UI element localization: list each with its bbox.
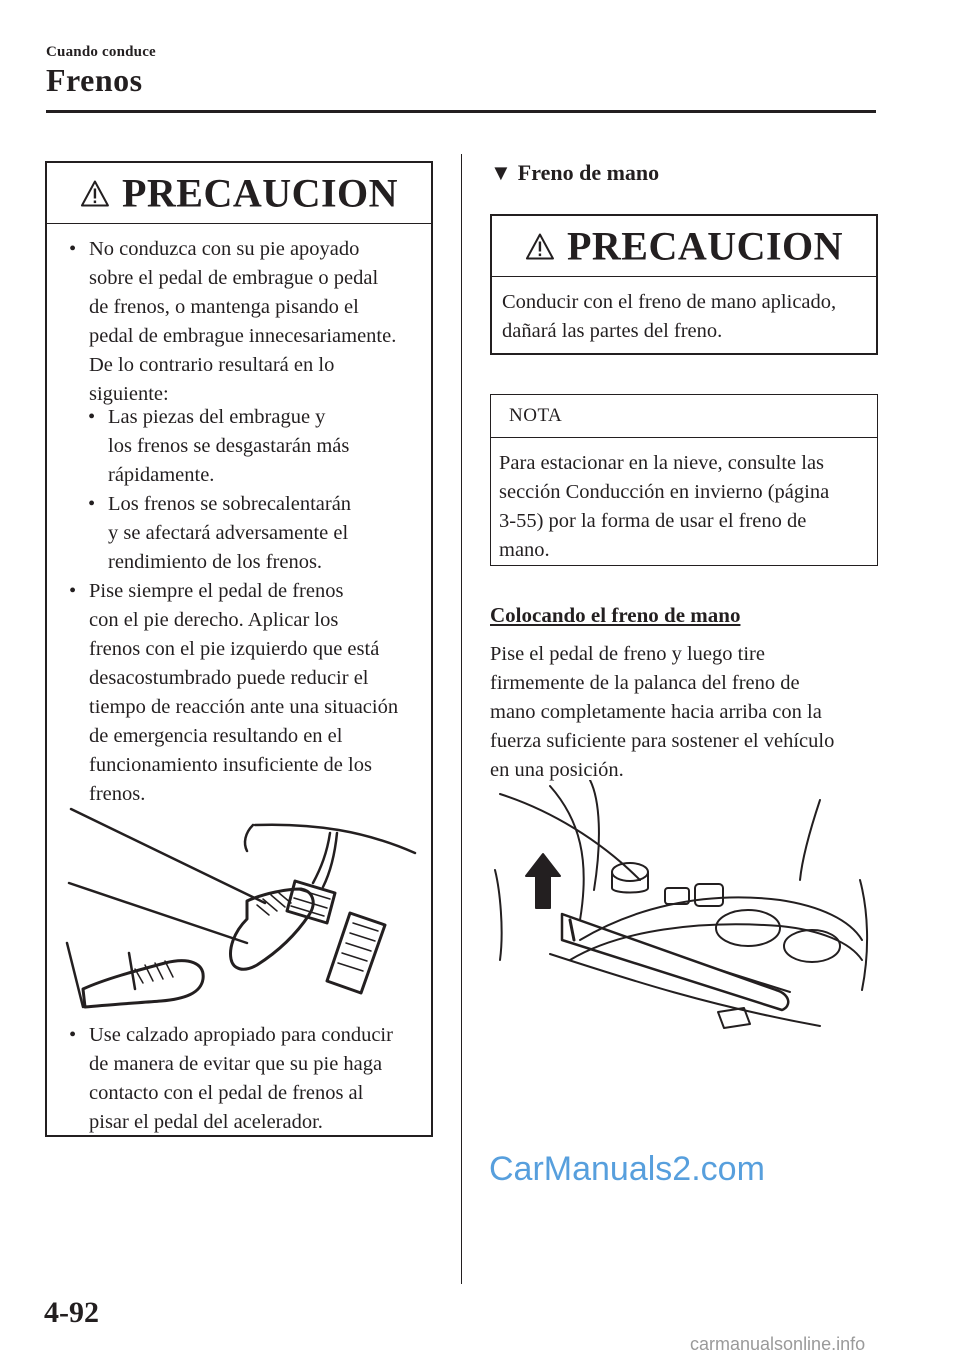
- text-line: frenos.: [89, 783, 146, 805]
- subsection-title: Freno de mano: [517, 160, 660, 185]
- text-line: de manera de evitar que su pie haga: [89, 1053, 383, 1075]
- subsection-heading: [490, 160, 659, 186]
- header-rule: [46, 110, 876, 113]
- text-line: Conducir con el freno de mano aplicado,: [502, 291, 837, 313]
- text-line: firmemente de la palanca del freno de: [490, 672, 800, 694]
- precaution-header: [492, 216, 876, 277]
- precaution-box-right: [490, 214, 878, 355]
- bullet-glyph: •: [69, 580, 77, 602]
- text-line: De lo contrario resultará en lo: [89, 354, 335, 376]
- text-line: pisar el pedal del acelerador.: [89, 1111, 323, 1133]
- sub-bullet-item: [88, 403, 428, 490]
- precaution-body: [502, 288, 874, 346]
- pedal-illustration: [65, 793, 421, 1013]
- bullet-glyph: •: [69, 1024, 77, 1046]
- text-line: Las piezas del embrague y: [108, 406, 326, 428]
- page-number: 4-92: [44, 1296, 99, 1329]
- bullet-glyph: •: [69, 238, 77, 260]
- text-line: Use calzado apropiado para conducir: [89, 1024, 393, 1046]
- warning-icon: [525, 232, 555, 260]
- note-label: NOTA: [509, 405, 563, 426]
- text-line: rápidamente.: [108, 464, 215, 486]
- bullet-item: [69, 1021, 429, 1137]
- text-line: pedal de embrague innecesariamente.: [89, 325, 397, 347]
- text-line: con el pie derecho. Aplicar los: [89, 609, 339, 631]
- text-line: sobre el pedal de embrague o pedal: [89, 267, 379, 289]
- procedure-text: [490, 640, 876, 785]
- bullet-item: [69, 577, 429, 809]
- text-line: desacostumbrado puede reducir el: [89, 667, 369, 689]
- bullet-item: [69, 235, 429, 409]
- text-line: Pise siempre el pedal de frenos: [89, 580, 344, 602]
- text-line: dañará las partes del freno.: [502, 320, 723, 342]
- text-line: 3-55) por la forma de usar el freno de: [499, 510, 807, 532]
- triangle-down-icon: ▼: [490, 160, 512, 185]
- sub-bullet-item: [88, 490, 428, 577]
- text-line: Pise el pedal de freno y luego tire: [490, 643, 765, 665]
- text-line: fuerza suficiente para sostener el vehículo: [490, 730, 835, 752]
- precaution-title: PRECAUCION: [566, 223, 844, 269]
- warning-icon: [80, 179, 110, 207]
- text-line: mano.: [499, 539, 550, 561]
- text-line: frenos con el pie izquierdo que está: [89, 638, 380, 660]
- parking-brake-illustration: [490, 780, 876, 1070]
- text-line: siguiente:: [89, 383, 169, 405]
- note-box: [490, 394, 878, 566]
- text-line: de frenos, o mantenga pisando el: [89, 296, 359, 318]
- precaution-box-left: [45, 161, 433, 1137]
- text-line: funcionamiento insuficiente de los: [89, 754, 372, 776]
- text-line: sección Conducción en invierno (página: [499, 481, 830, 503]
- text-line: tiempo de reacción ante una situación: [89, 696, 399, 718]
- text-line: de emergencia resultando en el: [89, 725, 343, 747]
- text-line: Los frenos se sobrecalentarán: [108, 493, 352, 515]
- precaution-title: PRECAUCION: [121, 170, 399, 216]
- page-title: Frenos: [46, 62, 143, 98]
- procedure-heading: Colocando el freno de mano: [490, 603, 741, 627]
- text-line: los frenos se desgastarán más: [108, 435, 350, 457]
- bullet-glyph: •: [88, 493, 96, 515]
- text-line: No conduzca con su pie apoyado: [89, 238, 360, 260]
- section-label: Cuando conduce: [46, 44, 156, 60]
- text-line: mano completamente hacia arriba con la: [490, 701, 822, 723]
- text-line: Para estacionar en la nieve, consulte las: [499, 452, 825, 474]
- watermark: CarManuals2.com: [489, 1150, 765, 1188]
- text-line: rendimiento de los frenos.: [108, 551, 323, 573]
- text-line: en una posición.: [490, 759, 624, 781]
- note-header: [491, 395, 877, 438]
- precaution-header: [47, 163, 431, 224]
- column-divider: [461, 154, 462, 1284]
- note-body: [499, 449, 875, 565]
- text-line: y se afectará adversamente el: [108, 522, 349, 544]
- text-line: contacto con el pedal de frenos al: [89, 1082, 364, 1104]
- bullet-glyph: •: [88, 406, 96, 428]
- footer-watermark: carmanualsonline.info: [690, 1334, 866, 1354]
